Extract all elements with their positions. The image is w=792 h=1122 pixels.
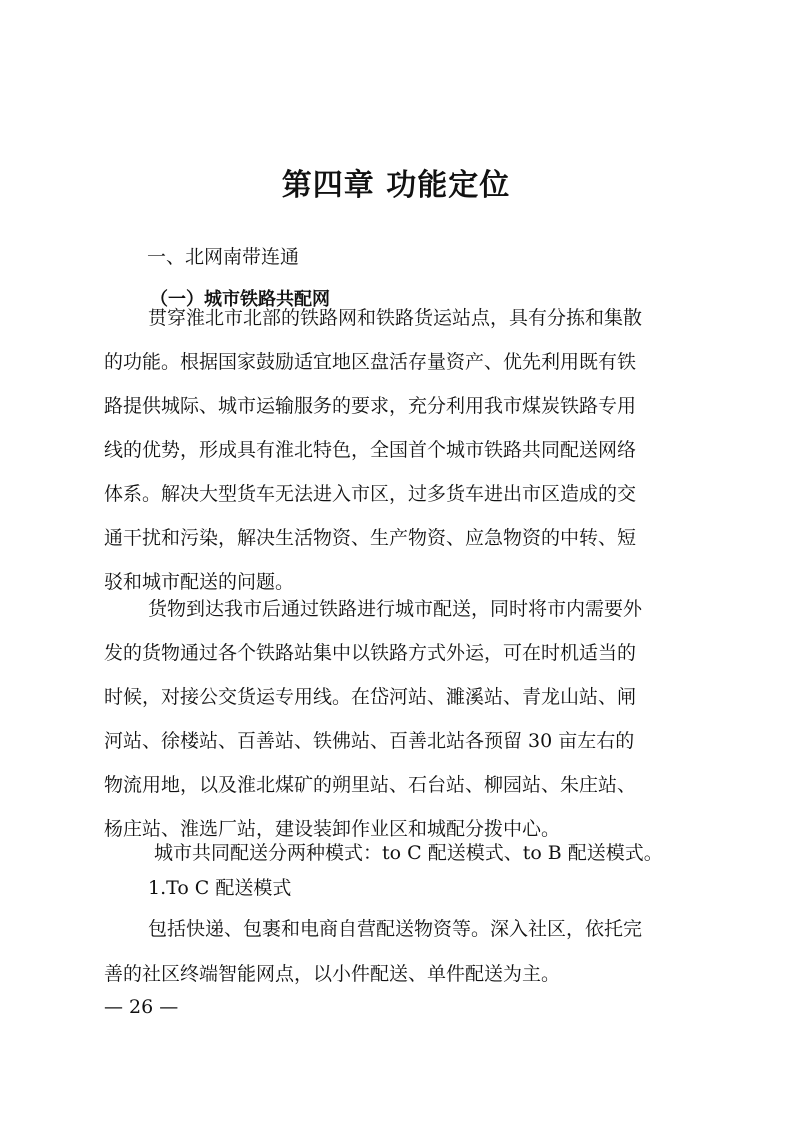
- paragraph-line: 贯穿淮北市北部的铁路网和铁路货运站点，具有分拣和集散: [148, 307, 643, 329]
- paragraph-line: 线的优势，形成具有淮北特色，全国首个城市铁路共同配送网络: [104, 439, 637, 461]
- paragraph-line: 驳和城市配送的问题。: [104, 571, 295, 593]
- paragraph-line: 包括快递、包裹和电商自营配送物资等。深入社区，依托完: [148, 918, 643, 940]
- paragraph-line: 通干扰和污染，解决生活物资、生产物资、应急物资的中转、短: [104, 527, 637, 549]
- chapter-title: 第四章 功能定位: [281, 168, 511, 203]
- paragraph-line: 杨庄站、淮选厂站，建设装卸作业区和城配分拨中心。: [104, 818, 561, 840]
- paragraph-line: 善的社区终端智能网点，以小件配送、单件配送为主。: [104, 963, 561, 985]
- page-number: — 26 —: [104, 996, 179, 1018]
- mode1-heading: 1.To C 配送模式: [148, 877, 292, 899]
- paragraph-line: 货物到达我市后通过铁路进行城市配送，同时将市内需要外: [148, 598, 643, 620]
- paragraph-line: 路提供城际、城市运输服务的要求，充分利用我市煤炭铁路专用: [104, 395, 637, 417]
- paragraph-line: 体系。解决大型货车无法进入市区，过多货车进出市区造成的交: [104, 483, 637, 505]
- paragraph-line: 的功能。根据国家鼓励适宜地区盘活存量资产、优先利用既有铁: [104, 351, 637, 373]
- paragraph-line: 物流用地，以及淮北煤矿的朔里站、石台站、柳园站、朱庄站、: [104, 774, 637, 796]
- paragraph-line: 河站、徐楼站、百善站、铁佛站、百善北站各预留 30 亩左右的: [104, 730, 635, 752]
- mode-summary: 城市共同配送分两种模式：to C 配送模式、to B 配送模式。: [154, 842, 663, 864]
- paragraph-line: 时候，对接公交货运专用线。在岱河站、濉溪站、青龙山站、闸: [104, 686, 637, 708]
- subsection-heading: （一）城市铁路共配网: [150, 289, 330, 310]
- paragraph-line: 发的货物通过各个铁路站集中以铁路方式外运，可在时机适当的: [104, 642, 637, 664]
- section-heading: 一、北网南带连通: [147, 246, 300, 268]
